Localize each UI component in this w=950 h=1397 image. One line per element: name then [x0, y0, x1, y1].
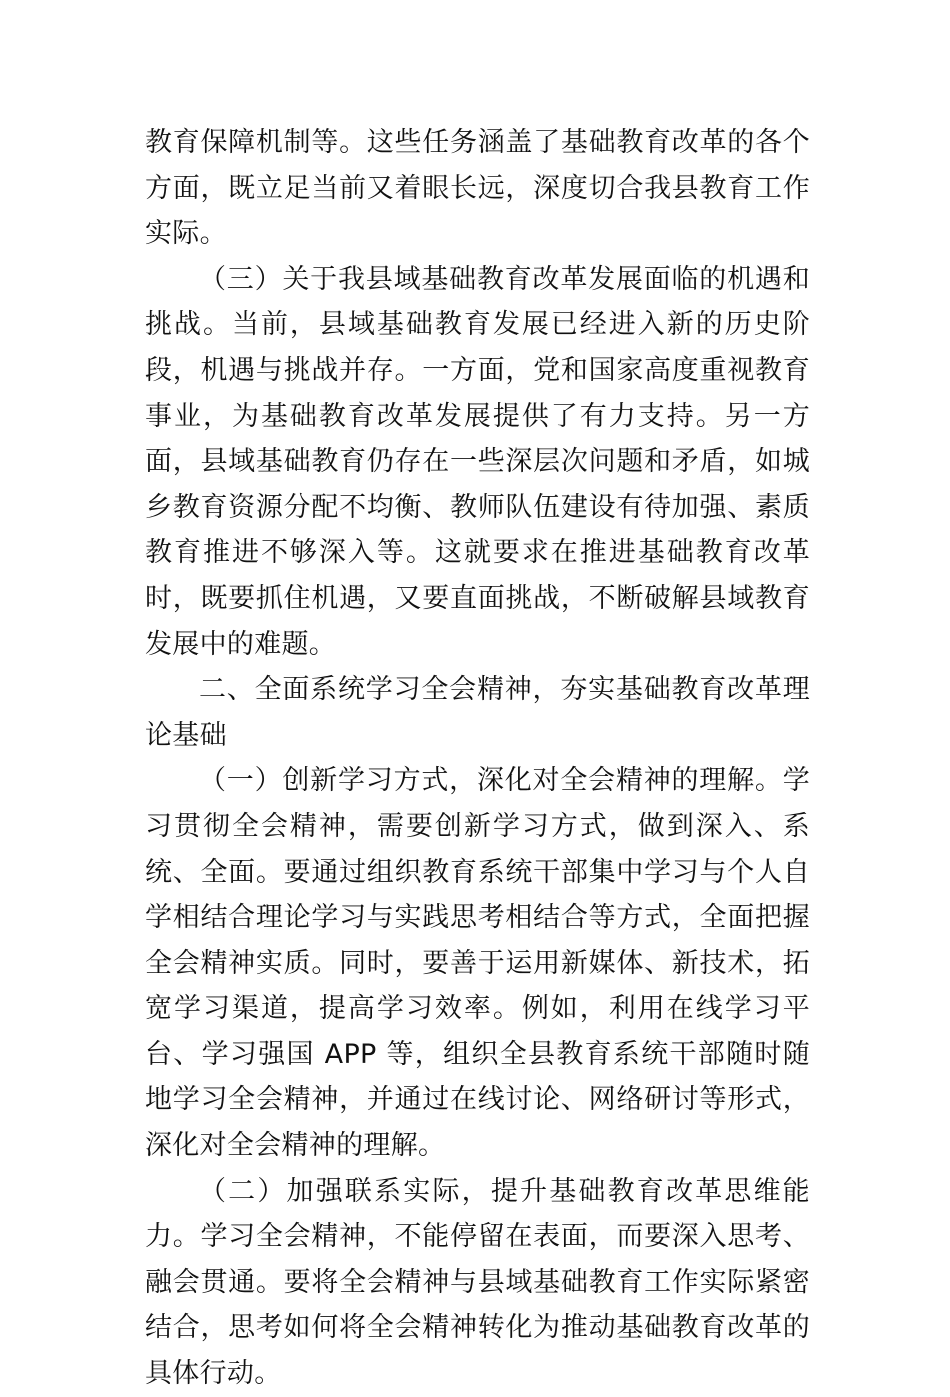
paragraph-continuation: 教育保障机制等。这些任务涵盖了基础教育改革的各个方面，既立足当前又着眼长远，深度切合我县教育工作实际。 — [145, 127, 810, 250]
section-heading-two: 二、全面系统学习全会精神，夯实基础教育改革理论基础 — [145, 674, 810, 751]
paragraph-opportunities-challenges: （三）关于我县域基础教育改革发展面临的机遇和挑战。当前，县域基础教育发展已经进入新的历史阶段，机遇与挑战并存。一方面，党和国家高度重视教育事业，为基础教育改革发展提供了有力支持。另一方面，县域基础教育仍存在一些深层次问题和矛盾，如城乡教育资源分配不均衡、教师队伍建设有待加强、素质教育推进不够深入等。这就要求在推进基础教育改革时，既要抓住机遇，又要直面挑战，不断破解县域教育发展中的难题。 — [145, 263, 810, 660]
paragraph-link-practice: （二）加强联系实际，提升基础教育改革思维能力。学习全会精神，不能停留在表面，而要深入思考、融会贯通。要将全会精神与县域基础教育工作实际紧密结合，思考如何将全会精神转化为推动基础教育改革的具体行动。 — [145, 1175, 810, 1390]
paragraph-innovate-learning: （一）创新学习方式，深化对全会精神的理解。学习贯彻全会精神，需要创新学习方式，做到深入、系统、全面。要通过组织教育系统干部集中学习与个人自学相结合理论学习与实践思考相结合等方式，全面把握全会精神实质。同时，要善于运用新媒体、新技术，拓宽学习渠道，提高学习效率。例如，利用在线学习平台、学习强国 APP 等，组织全县教育系统干部随时随地学习全会精神，并通过在线讨论、网络研讨等形式，深化对全会精神的理解。 — [145, 765, 810, 1162]
document-body — [145, 120, 810, 1397]
